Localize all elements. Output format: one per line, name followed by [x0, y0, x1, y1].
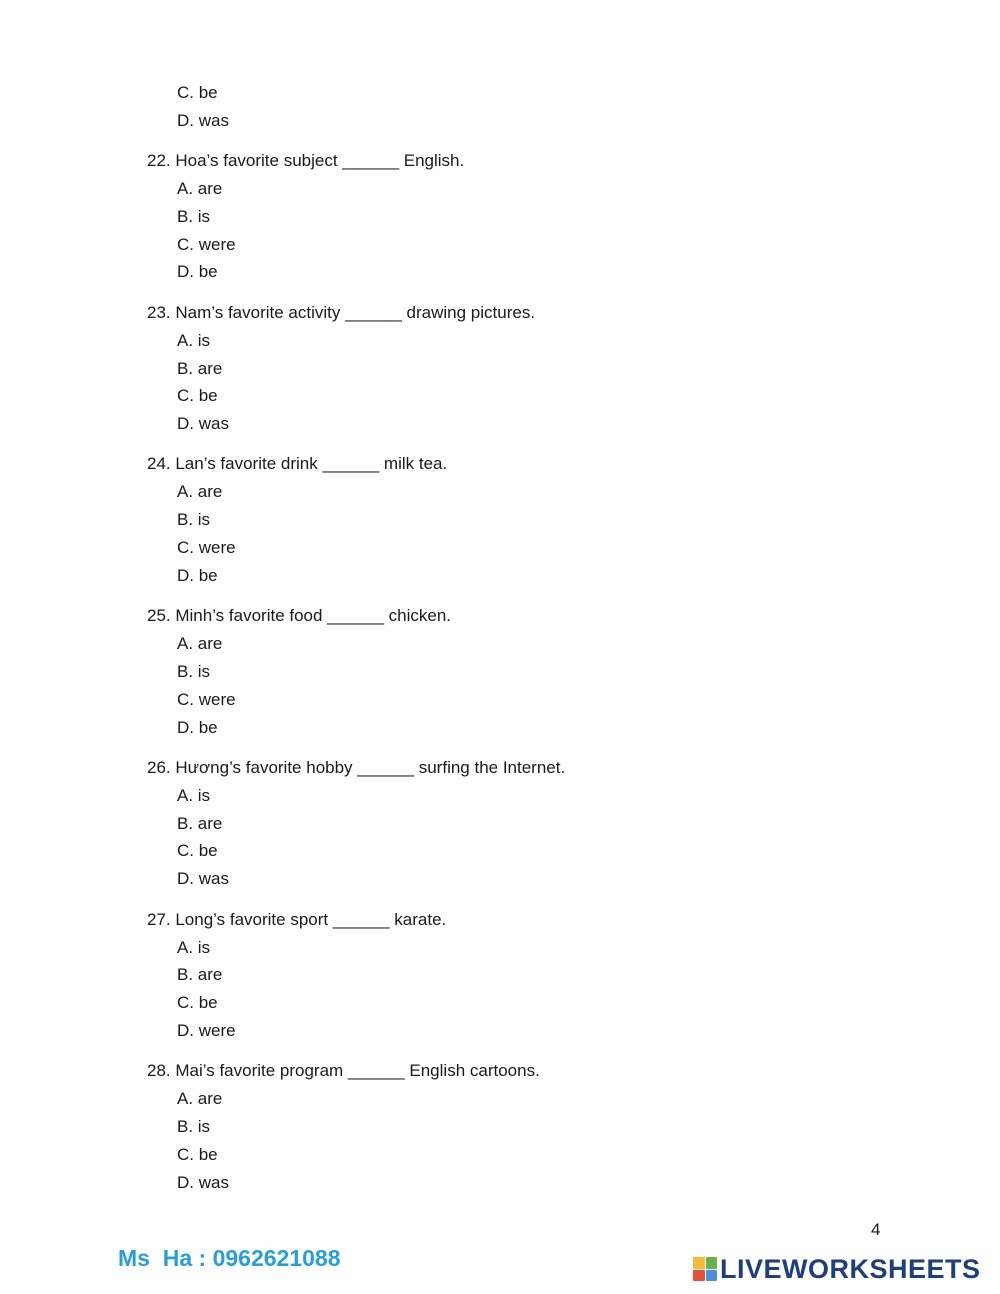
answer-option: B. is — [177, 510, 211, 530]
answer-option: A. is — [177, 937, 211, 957]
answer-option: B. are — [177, 358, 223, 378]
answer-option: C. were — [177, 538, 236, 557]
question-text: 24. Lan’s favorite drink ______ milk tea. — [147, 454, 448, 474]
answer-option: B. are — [177, 813, 223, 833]
brand-name: LIVEWORKSHEETS — [720, 1254, 981, 1284]
answer-option: A. are — [177, 179, 223, 198]
answer-option: D. was — [177, 869, 229, 889]
answer-option: A. is — [177, 330, 211, 350]
answer-option: C. be — [177, 386, 218, 406]
question-text: 28. Mai’s favorite program ______ English cartoons. — [147, 1061, 540, 1081]
question-text: 26. Hương’s favorite hobby ______ surfing the Internet. — [147, 757, 566, 777]
answer-option: C. be — [177, 993, 218, 1013]
answer-option: D. was — [177, 414, 229, 434]
answer-option: D. was — [177, 1172, 229, 1192]
question-text: 23. Nam’s favorite activity ______ drawing pictures. — [147, 302, 536, 322]
question-text: 27. Long’s favorite sport ______ karate. — [147, 909, 447, 929]
leading-option: D. was — [177, 111, 229, 130]
answer-option: D. were — [177, 1020, 236, 1040]
leading-option: C. be — [177, 83, 218, 102]
answer-option: C. be — [177, 1144, 218, 1164]
answer-option: B. is — [177, 206, 211, 226]
answer-option: C. be — [177, 841, 218, 861]
question-text: 22. Hoa’s favorite subject ______ English. — [147, 151, 465, 170]
answer-option: A. are — [177, 634, 223, 654]
answer-option: B. are — [177, 965, 223, 985]
question-text: 25. Minh’s favorite food ______ chicken. — [147, 606, 451, 626]
answer-option: A. are — [177, 482, 223, 502]
brand-grid-icon — [693, 1257, 717, 1281]
answer-option: B. is — [177, 1117, 211, 1136]
brand-logo[interactable] — [693, 1253, 981, 1285]
answer-option: C. were — [177, 234, 236, 254]
answer-option: D. be — [177, 717, 218, 737]
contact-info: Ms Ha : 0962621088 — [118, 1245, 341, 1271]
answer-option: D. be — [177, 565, 218, 585]
page-number: 4 — [871, 1220, 881, 1239]
answer-option: C. were — [177, 689, 236, 709]
answer-option: D. be — [177, 262, 218, 282]
answer-option: B. is — [177, 661, 211, 681]
answer-option: A. is — [177, 785, 211, 805]
answer-option: A. are — [177, 1089, 223, 1109]
